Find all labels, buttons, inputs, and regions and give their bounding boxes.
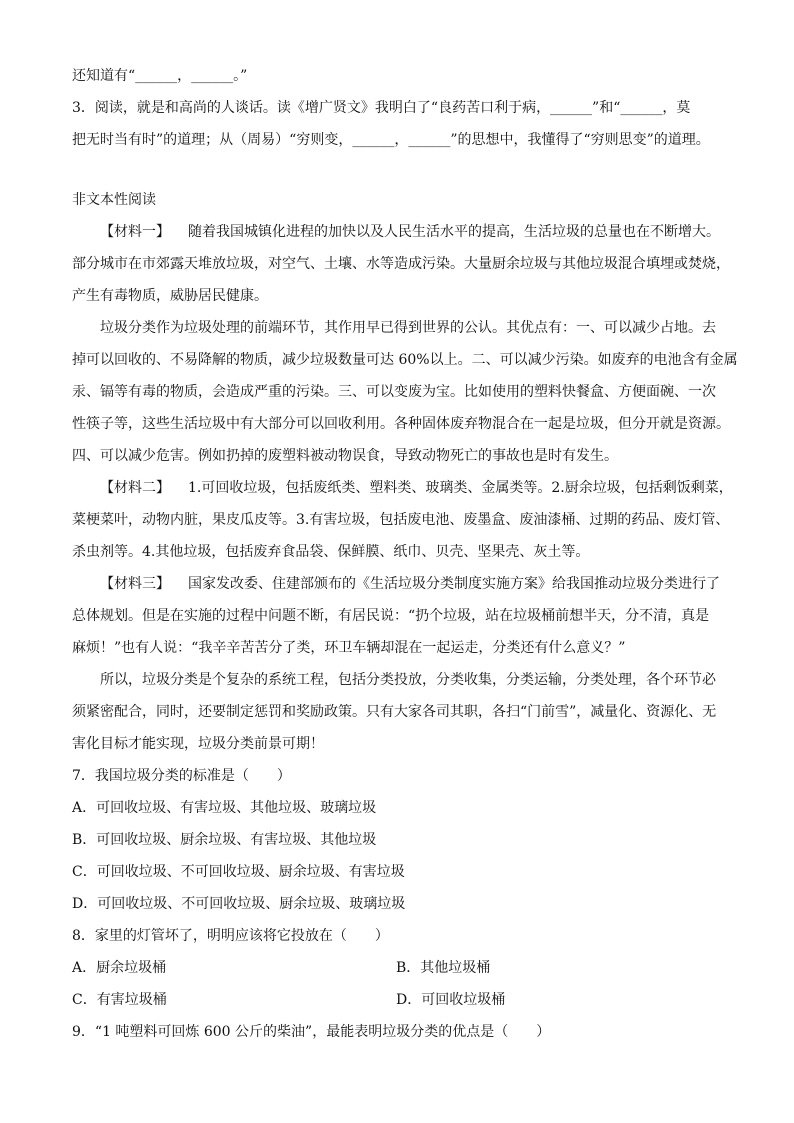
material-1-para-2-line-3: 汞、镉等有毒的物质，会造成严重的污染。三、可以变废为宝。比如使用的塑料快餐盒、方便面碗、一次 bbox=[72, 384, 716, 400]
material-3-para-2-line-2: 须紧密配合，同时，还要制定惩罚和奖励政策。只有大家各司其职，各扫“门前雪”，减量化、资源化、无 bbox=[72, 704, 717, 720]
material-1-para-2-line-4: 性筷子等，这些生活垃圾中有大部分可以回收利用。各种固体废弃物混合在一起是垃圾，但分开就是资源。 bbox=[72, 416, 730, 432]
question-7-option-b: B．可回收垃圾、厨余垃圾、有害垃圾、其他垃圾 bbox=[72, 832, 377, 848]
material-1-para-2-line-2: 掉可以回收的、不易降解的物质，减少垃圾数量可达 60%以上。二、可以减少污染。如废弃的电池含有金属 bbox=[72, 352, 738, 368]
question-7-option-a: A．可回收垃圾、有害垃圾、其他垃圾、玻璃垃圾 bbox=[72, 800, 377, 816]
question-3-line-1: 3．阅读，就是和高尚的人谈话。读《增广贤文》我明白了“良药苦口利于病，______”和“______，莫 bbox=[72, 100, 691, 116]
question-7-option-d: D．可回收垃圾、不可回收垃圾、厨余垃圾、玻璃垃圾 bbox=[72, 896, 406, 912]
material-2-tag: 【材料二】 bbox=[100, 480, 170, 496]
question-8-option-d: D．可回收垃圾桶 bbox=[396, 992, 506, 1008]
material-1-para-2-line-1: 垃圾分类作为垃圾处理的前端环节，其作用早已得到世界的公认。其优点有：一、可以减少占地。去 bbox=[100, 320, 716, 336]
material-2-line-3: 杀虫剂等。4.其他垃圾，包括废弃食品袋、保鲜膜、纸巾、贝壳、坚果壳、灰土等。 bbox=[72, 544, 590, 560]
question-8-option-b: B．其他垃圾桶 bbox=[396, 960, 491, 976]
material-1-para-2-line-5: 四、可以减少危害。例如扔掉的废塑料被动物误食，导致动物死亡的事故也是时有发生。 bbox=[72, 448, 618, 464]
material-3-tag: 【材料三】 bbox=[100, 576, 170, 592]
question-8-option-c: C．有害垃圾桶 bbox=[72, 992, 167, 1008]
material-3-text: 国家发改委、住建部颁布的《生活垃圾分类制度实施方案》给我国推动垃圾分类进行了 bbox=[188, 576, 720, 592]
question-8-stem: 8．家里的灯管坏了，明明应该将它投放在（ ） bbox=[72, 928, 389, 944]
material-3-line-1 bbox=[100, 574, 720, 594]
question-7-stem: 7．我国垃圾分类的标准是（ ） bbox=[72, 768, 291, 784]
material-2-line-1 bbox=[100, 478, 733, 498]
material-3-line-2: 总体规划。但是在实施的过程中问题不断，有居民说：“扔个垃圾，站在垃圾桶前想半天，分不清，真是 bbox=[72, 608, 710, 624]
question-8-option-a: A．厨余垃圾桶 bbox=[72, 960, 167, 976]
material-3-para-2-line-3: 害化目标才能实现，垃圾分类前景可期！ bbox=[72, 736, 324, 752]
material-3-line-3: 麻烦！”也有人说：“我辛辛苦苦分了类，环卫车辆却混在一起运走，分类还有什么意义？” bbox=[72, 640, 626, 656]
material-1-line-1 bbox=[100, 222, 720, 242]
material-1-tag: 【材料一】 bbox=[100, 224, 170, 240]
section-title: 非文本性阅读 bbox=[72, 192, 156, 208]
material-1-line-3: 产生有毒物质，威胁居民健康。 bbox=[72, 288, 268, 304]
fill-blank-line: 还知道有“______，______。” bbox=[72, 68, 248, 84]
material-3-para-2-line-1: 所以，垃圾分类是个复杂的系统工程，包括分类投放，分类收集，分类运输，分类处理，各个环节必 bbox=[100, 672, 716, 688]
question-7-option-c: C．可回收垃圾、不可回收垃圾、厨余垃圾、有害垃圾 bbox=[72, 864, 405, 880]
material-1-text: 随着我国城镇化进程的加快以及人民生活水平的提高，生活垃圾的总量也在不断增大。 bbox=[188, 224, 720, 240]
question-3-line-2: 把无时当有时”的道理；从（周易）“穷则变，______，______”的思想中，我懂得了“穷则思变”的道理。 bbox=[72, 132, 710, 148]
question-9-stem: 9．“1 吨塑料可回炼 600 公斤的柴油”，最能表明垃圾分类的优点是（ ） bbox=[72, 1024, 551, 1040]
material-2-line-2: 菜梗菜叶，动物内脏，果皮瓜皮等。3.有害垃圾，包括废电池、废墨盒、废油漆桶、过期的药品、废灯管、 bbox=[72, 512, 730, 528]
material-1-line-2: 部分城市在市郊露天堆放垃圾，对空气、土壤、水等造成污染。大量厨余垃圾与其他垃圾混合填埋或焚烧， bbox=[72, 256, 730, 272]
material-2-text: 1.可回收垃圾，包括废纸类、塑料类、玻璃类、金属类等。2.厨余垃圾，包括剩饭剩菜， bbox=[188, 480, 733, 496]
